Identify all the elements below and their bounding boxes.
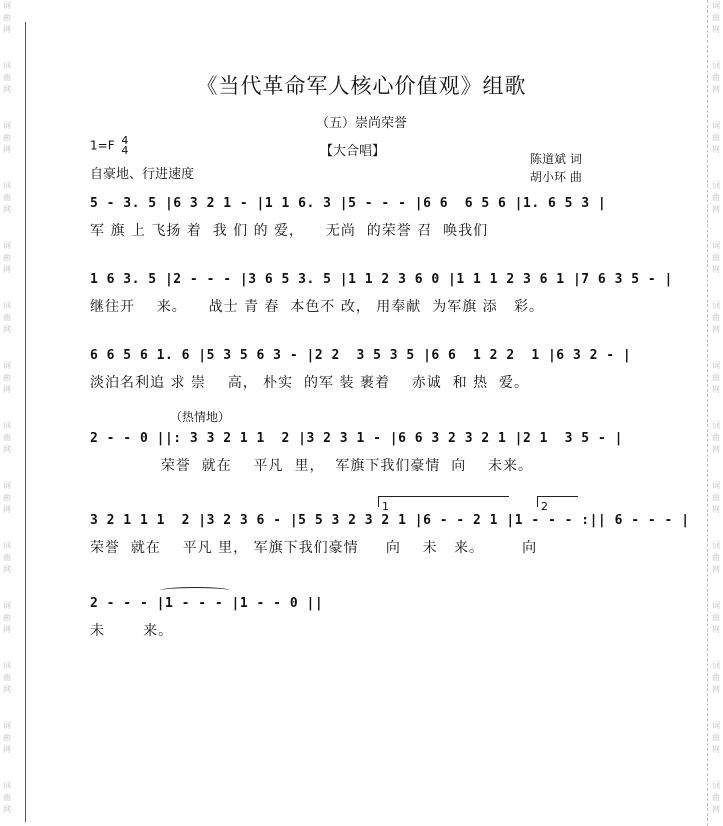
lyric-row-6: 未 来。 bbox=[90, 623, 174, 639]
watermark-char: 词 bbox=[3, 421, 11, 430]
watermark-char: 网 bbox=[3, 145, 11, 154]
watermark-char: 曲 bbox=[3, 193, 11, 202]
watermark-char: 词 bbox=[3, 61, 11, 70]
performance-type: 【大合唱】 bbox=[320, 144, 386, 159]
watermark-char: 词 bbox=[712, 601, 720, 610]
watermark-char: 词 bbox=[712, 421, 720, 430]
watermark-char: 曲 bbox=[712, 313, 720, 322]
watermark-char: 网 bbox=[712, 805, 720, 814]
volta-bracket-2: 2 bbox=[537, 496, 578, 507]
watermark-char: 曲 bbox=[3, 793, 11, 802]
watermark-char: 词 bbox=[712, 121, 720, 130]
lyric-row-3: 淡泊名利追 求 崇 高， 朴实 的军 装 裹着 赤诚 和 热 爱。 bbox=[90, 375, 530, 391]
watermark-char: 网 bbox=[3, 445, 11, 454]
watermark-char: 网 bbox=[712, 325, 720, 334]
watermark-char: 词 bbox=[712, 241, 720, 250]
watermark-char: 曲 bbox=[712, 553, 720, 562]
lyric-row-1: 军 旗 上 飞扬 着 我 们 的 爱， 无尚 的荣誉 召 唤我们 bbox=[90, 223, 489, 239]
watermark-char: 曲 bbox=[3, 553, 11, 562]
watermark-char: 网 bbox=[712, 265, 720, 274]
watermark-char: 网 bbox=[3, 25, 11, 34]
watermark-char: 网 bbox=[3, 685, 11, 694]
volta-bracket-1: 1 bbox=[378, 496, 509, 507]
watermark-char: 词 bbox=[3, 301, 11, 310]
watermark-char: 曲 bbox=[3, 673, 11, 682]
watermark-char: 网 bbox=[3, 85, 11, 94]
watermark-char: 词 bbox=[3, 601, 11, 610]
watermark-char: 词 bbox=[3, 121, 11, 130]
notation-row-2: 1 6 3. 5 |2 - - - |3 6 5 3. 5 |1 1 2 3 6 0 |1 1 1 2 3 6 1 |7 6 3 5 - | bbox=[90, 272, 673, 287]
watermark-char: 网 bbox=[3, 625, 11, 634]
time-bottom: 4 bbox=[121, 144, 129, 157]
watermark-char: 曲 bbox=[3, 433, 11, 442]
watermark-char: 词 bbox=[712, 1, 720, 10]
watermark-char: 网 bbox=[712, 145, 720, 154]
watermark-char: 曲 bbox=[3, 373, 11, 382]
watermark-char: 曲 bbox=[3, 493, 11, 502]
watermark-char: 曲 bbox=[712, 373, 720, 382]
watermark-char: 曲 bbox=[712, 793, 720, 802]
watermark-char: 词 bbox=[3, 241, 11, 250]
watermark-char: 曲 bbox=[3, 73, 11, 82]
watermark-char: 曲 bbox=[712, 673, 720, 682]
watermark-char: 网 bbox=[712, 505, 720, 514]
time-top: 4 bbox=[121, 134, 129, 147]
key-text: 1=F bbox=[90, 138, 115, 153]
watermark-char: 曲 bbox=[712, 493, 720, 502]
watermark-char: 曲 bbox=[3, 733, 11, 742]
key-signature bbox=[90, 136, 128, 156]
watermark-char: 网 bbox=[712, 685, 720, 694]
watermark-char: 词 bbox=[712, 361, 720, 370]
watermark-char: 网 bbox=[712, 445, 720, 454]
watermark-char: 曲 bbox=[712, 73, 720, 82]
watermark-char: 曲 bbox=[712, 733, 720, 742]
watermark-char: 曲 bbox=[712, 133, 720, 142]
watermark-char: 词 bbox=[3, 541, 11, 550]
watermark-char: 网 bbox=[3, 805, 11, 814]
watermark-char: 词 bbox=[3, 781, 11, 790]
watermark-char: 词 bbox=[3, 661, 11, 670]
lyric-row-5: 荣誉 就在 平凡 里， 军旗下我们豪情 向 未 来。 向 bbox=[90, 540, 538, 556]
watermark-char: 网 bbox=[3, 265, 11, 274]
watermark-char: 曲 bbox=[3, 253, 11, 262]
watermark-char: 词 bbox=[3, 361, 11, 370]
watermark-char: 曲 bbox=[3, 13, 11, 22]
watermark-char: 词 bbox=[712, 481, 720, 490]
lyric-row-4: 荣誉 就在 平凡 里， 军旗下我们豪情 向 未来。 bbox=[90, 458, 534, 474]
tempo-marking: 自豪地、行进速度 bbox=[90, 167, 195, 182]
song-subtitle: （五）崇尚荣誉 bbox=[315, 116, 407, 131]
watermark-char: 网 bbox=[3, 205, 11, 214]
expression-marking: （热情地） bbox=[170, 410, 231, 424]
watermark-char: 曲 bbox=[3, 133, 11, 142]
watermark-char: 词 bbox=[712, 61, 720, 70]
watermark-char: 词 bbox=[3, 181, 11, 190]
notation-row-3: 6 6 5 6 1. 6 |5 3 5 6 3 - |2 2 3 5 3 5 |6 6 1 2 2 1 |6 3 2 - | bbox=[90, 348, 632, 363]
watermark-char: 网 bbox=[712, 625, 720, 634]
notation-row-1: 5 - 3. 5 |6 3 2 1 - |1 1 6. 3 |5 - - - |6 6 6 5 6 |1. 6 5 3 | bbox=[90, 196, 607, 211]
watermark-char: 网 bbox=[3, 565, 11, 574]
watermark-char: 曲 bbox=[712, 613, 720, 622]
composer-credit: 胡小环 曲 bbox=[530, 170, 582, 184]
watermark-char: 词 bbox=[712, 661, 720, 670]
time-signature bbox=[121, 136, 128, 156]
left-margin-line bbox=[25, 22, 26, 822]
watermark-char: 词 bbox=[3, 481, 11, 490]
watermark-char: 词 bbox=[3, 1, 11, 10]
watermark-char: 曲 bbox=[712, 433, 720, 442]
tie-arc bbox=[160, 587, 230, 594]
watermark-char: 网 bbox=[712, 85, 720, 94]
watermark-char: 网 bbox=[3, 745, 11, 754]
watermark-char: 网 bbox=[712, 385, 720, 394]
watermark-char: 网 bbox=[712, 565, 720, 574]
notation-row-6: 2 - - - |1 - - - |1 - - 0 || bbox=[90, 596, 324, 611]
lyricist-credit: 陈道斌 词 bbox=[530, 152, 582, 166]
notation-row-5: 3 2 1 1 1 2 |3 2 3 6 - |5 5 3 2 3 2 1 |6 - - 2 1 |1 - - - :|| 6 - - - | bbox=[90, 513, 690, 528]
watermark-char: 网 bbox=[712, 25, 720, 34]
watermark-char: 词 bbox=[712, 721, 720, 730]
watermark-char: 词 bbox=[712, 301, 720, 310]
notation-row-4: 2 - - 0 ||: 3 3 2 1 1 2 |3 2 3 1 - |6 6 3 2 3 2 1 |2 1 3 5 - | bbox=[90, 431, 623, 446]
watermark-char: 曲 bbox=[712, 13, 720, 22]
watermark-char: 网 bbox=[3, 385, 11, 394]
watermark-char: 词 bbox=[712, 781, 720, 790]
watermark-char: 曲 bbox=[712, 193, 720, 202]
song-title: 《当代革命军人核心价值观》组歌 bbox=[196, 74, 527, 98]
watermark-char: 网 bbox=[3, 325, 11, 334]
watermark-char: 词 bbox=[712, 181, 720, 190]
watermark-char: 曲 bbox=[3, 613, 11, 622]
watermark-char: 词 bbox=[712, 541, 720, 550]
watermark-char: 网 bbox=[712, 745, 720, 754]
watermark-char: 曲 bbox=[712, 253, 720, 262]
watermark-char: 网 bbox=[712, 205, 720, 214]
watermark-char: 词 bbox=[3, 721, 11, 730]
lyric-row-2: 继往开 来。 战士 青 春 本色不 改， 用奉献 为军旗 添 彩。 bbox=[90, 299, 545, 315]
watermark-char: 网 bbox=[3, 505, 11, 514]
watermark-char: 曲 bbox=[3, 313, 11, 322]
